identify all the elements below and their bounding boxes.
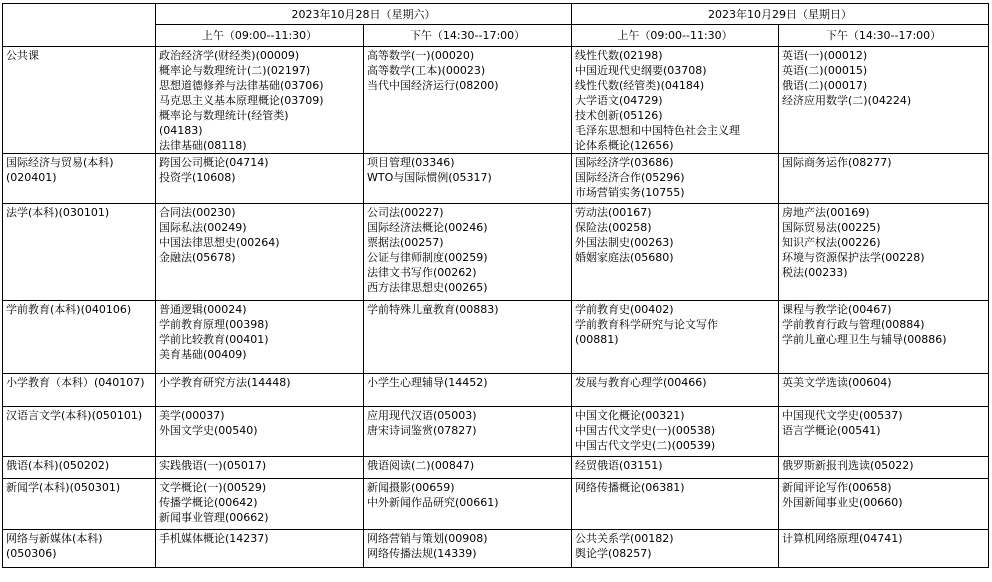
session-cell [156,154,364,204]
major-name-cell: 学前教育(本科)(040106) [3,301,156,374]
course-entry: 公司法(00227) [367,206,444,219]
course-entry: 金融法(05678) [159,251,236,264]
course-entry: 投资学(10608) [159,171,236,184]
course-entry: 当代中国经济运行(08200) [367,79,499,92]
course-entry: 中国古代文学史(一)(00538) [575,424,716,437]
course-entry: 保险法(00258) [575,221,652,234]
course-entry: 中国古代文学史(二)(00539) [575,439,716,452]
major-name-cell: 汉语言文学(本科)(050101) [3,407,156,457]
session-header-pm: 下午（14:30--17:00） [779,25,989,47]
course-entry: 手机媒体概论(14237) [159,532,269,545]
course-entry: 新闻评论写作(00658) [782,481,892,494]
course-entry: 美学(00037) [159,409,225,422]
course-entry: 公证与律师制度(00259) [367,251,488,264]
major-name-cell: 小学教育（本科）(040107) [3,374,156,407]
table-row [3,47,989,154]
session-cell [779,407,989,457]
course-entry: 票据法(00257) [367,236,444,249]
course-entry: 婚姻家庭法(05680) [575,251,674,264]
course-entry: 中国近现代史纲要(03708) [575,64,707,77]
course-entry: 俄语(二)(00017) [782,79,868,92]
date-header-2: 2023年10月29日（星期日） [572,4,989,25]
session-cell [156,374,364,407]
course-entry: 网络传播概论(06381) [575,481,685,494]
session-cell [779,154,989,204]
session-header-am: 上午（09:00--11:30） [572,25,779,47]
session-cell [779,301,989,374]
session-cell [572,407,779,457]
course-entry: 线性代数(02198) [575,49,663,62]
course-entry: 外国法制史(00263) [575,236,674,249]
course-entry: 新闻事业管理(00662) [159,511,269,524]
table-row [3,374,989,407]
major-name-cell: 俄语(本科)(050202) [3,457,156,479]
session-cell [364,301,572,374]
course-entry: 中国现代文学史(00537) [782,409,903,422]
session-cell [156,407,364,457]
date-header-1: 2023年10月28日（星期六） [156,4,572,25]
course-entry: 环境与资源保护法学(00228) [782,251,925,264]
course-entry: 外国新闻事业史(00660) [782,496,903,509]
session-cell [156,479,364,530]
course-entry: 房地产法(00169) [782,206,870,219]
table-row [3,204,989,301]
session-cell [572,204,779,301]
course-entry: 新闻摄影(00659) [367,481,455,494]
course-entry: 俄语阅读(二)(00847) [367,459,475,472]
course-entry: 中外新闻作品研究(00661) [367,496,499,509]
course-entry: 马克思主义基本原理概论(03709) [159,94,324,107]
course-entry: 唐宋诗词鉴赏(07827) [367,424,477,437]
major-name-cell: 法学(本科)(030101) [3,204,156,301]
course-entry: 概率论与数理统计(经管类) [159,109,289,122]
course-entry: 计算机网络原理(04741) [782,532,903,545]
course-entry: 技术创新(05126) [575,109,663,122]
course-entry: 跨国公司概论(04714) [159,156,269,169]
course-entry: 舆论学(08257) [575,547,652,560]
course-entry: 税法(00233) [782,266,848,279]
session-cell [364,407,572,457]
course-entry: 文学概论(一)(00529) [159,481,267,494]
course-entry: 中国文化概论(00321) [575,409,685,422]
course-entry: 学前比较教育(00401) [159,333,269,346]
session-cell [364,530,572,568]
course-entry: 思想道德修养与法律基础(03706) [159,79,324,92]
course-entry: 国际贸易法(00225) [782,221,881,234]
session-cell [572,154,779,204]
course-entry: 英语(一)(00012) [782,49,868,62]
course-entry: WTO与国际惯例(05317) [367,171,492,184]
major-name-cell: 网络与新媒体(本科)(050306) [3,530,156,568]
course-entry: 经贸俄语(03151) [575,459,663,472]
course-entry: 外国文学史(00540) [159,424,258,437]
session-cell [779,374,989,407]
session-cell [156,47,364,154]
table-row [3,479,989,530]
course-entry: 国际经济学(03686) [575,156,674,169]
course-entry: 经济应用数学(二)(04224) [782,94,912,107]
session-cell [156,204,364,301]
course-entry: 英语(二)(00015) [782,64,868,77]
course-entry: 中国法律思想史(00264) [159,236,280,249]
course-entry: 国际私法(00249) [159,221,247,234]
course-entry: 小学生心理辅导(14452) [367,376,488,389]
session-cell [364,374,572,407]
course-entry: 学前教育原理(00398) [159,318,269,331]
session-cell [572,530,779,568]
course-entry: 网络传播法规(14339) [367,547,477,560]
course-entry: (00881) [575,333,619,346]
course-entry: 学前教育行政与管理(00884) [782,318,925,331]
date-header-row [3,4,989,25]
course-entry: 国际商务运作(08277) [782,156,892,169]
course-entry: 知识产权法(00226) [782,236,881,249]
course-entry: 实践俄语(一)(05017) [159,459,267,472]
course-entry: 小学教育研究方法(14448) [159,376,291,389]
course-entry: 学前儿童心理卫生与辅导(00886) [782,333,947,346]
major-name-cell: 新闻学(本科)(050301) [3,479,156,530]
session-cell [572,301,779,374]
session-cell [364,204,572,301]
course-entry: 传播学概论(00642) [159,496,258,509]
session-cell [156,530,364,568]
session-cell [156,301,364,374]
course-entry: 论体系概论(12656) [575,139,674,152]
course-entry: 网络营销与策划(00908) [367,532,488,545]
course-entry: 应用现代汉语(05003) [367,409,477,422]
major-name-cell: 国际经济与贸易(本科)(020401) [3,154,156,204]
course-entry: 高等数学(工本)(00023) [367,64,486,77]
course-entry: 市场营销实务(10755) [575,186,685,199]
session-cell [364,479,572,530]
course-entry: (04183) [159,124,203,137]
session-cell [364,457,572,479]
session-cell [779,479,989,530]
course-entry: 合同法(00230) [159,206,236,219]
course-entry: 法律基础(08118) [159,139,247,152]
course-entry: 毛泽东思想和中国特色社会主义理 [575,124,740,137]
corner-cell [3,4,156,47]
session-cell [364,154,572,204]
course-entry: 学前特殊儿童教育(00883) [367,303,499,316]
schedule-body [3,47,989,568]
course-entry: 高等数学(一)(00020) [367,49,475,62]
session-cell [364,47,572,154]
session-cell [156,457,364,479]
course-entry: 国际经济法概论(00246) [367,221,488,234]
course-entry: 学前教育科学研究与论文写作 [575,318,718,331]
course-entry: 西方法律思想史(00265) [367,281,488,294]
course-entry: 美育基础(00409) [159,348,247,361]
course-entry: 公共关系学(00182) [575,532,674,545]
session-cell [779,530,989,568]
session-cell [779,47,989,154]
exam-schedule-table [2,3,989,568]
session-cell [572,457,779,479]
course-entry: 劳动法(00167) [575,206,652,219]
course-entry: 学前教育史(00402) [575,303,674,316]
course-entry: 线性代数(经管类)(04184) [575,79,705,92]
table-row [3,301,989,374]
course-entry: 英美文学选读(00604) [782,376,892,389]
session-cell [572,374,779,407]
major-name-cell: 公共课 [3,47,156,154]
table-row [3,154,989,204]
session-cell [779,204,989,301]
session-header-am: 上午（09:00--11:30） [156,25,364,47]
course-entry: 发展与教育心理学(00466) [575,376,707,389]
session-cell [779,457,989,479]
course-entry: 普通逻辑(00024) [159,303,247,316]
course-entry: 法律文书写作(00262) [367,266,477,279]
session-header-pm: 下午（14:30--17:00） [364,25,572,47]
course-entry: 大学语文(04729) [575,94,663,107]
table-row [3,457,989,479]
table-row [3,407,989,457]
course-entry: 项目管理(03346) [367,156,455,169]
session-cell [572,479,779,530]
course-entry: 俄罗斯新报刊选读(05022) [782,459,914,472]
table-row [3,530,989,568]
course-entry: 概率论与数理统计(二)(02197) [159,64,311,77]
course-entry: 政治经济学(财经类)(00009) [159,49,300,62]
course-entry: 国际经济合作(05296) [575,171,685,184]
course-entry: 语言学概论(00541) [782,424,881,437]
session-cell [572,47,779,154]
course-entry: 课程与教学论(00467) [782,303,892,316]
